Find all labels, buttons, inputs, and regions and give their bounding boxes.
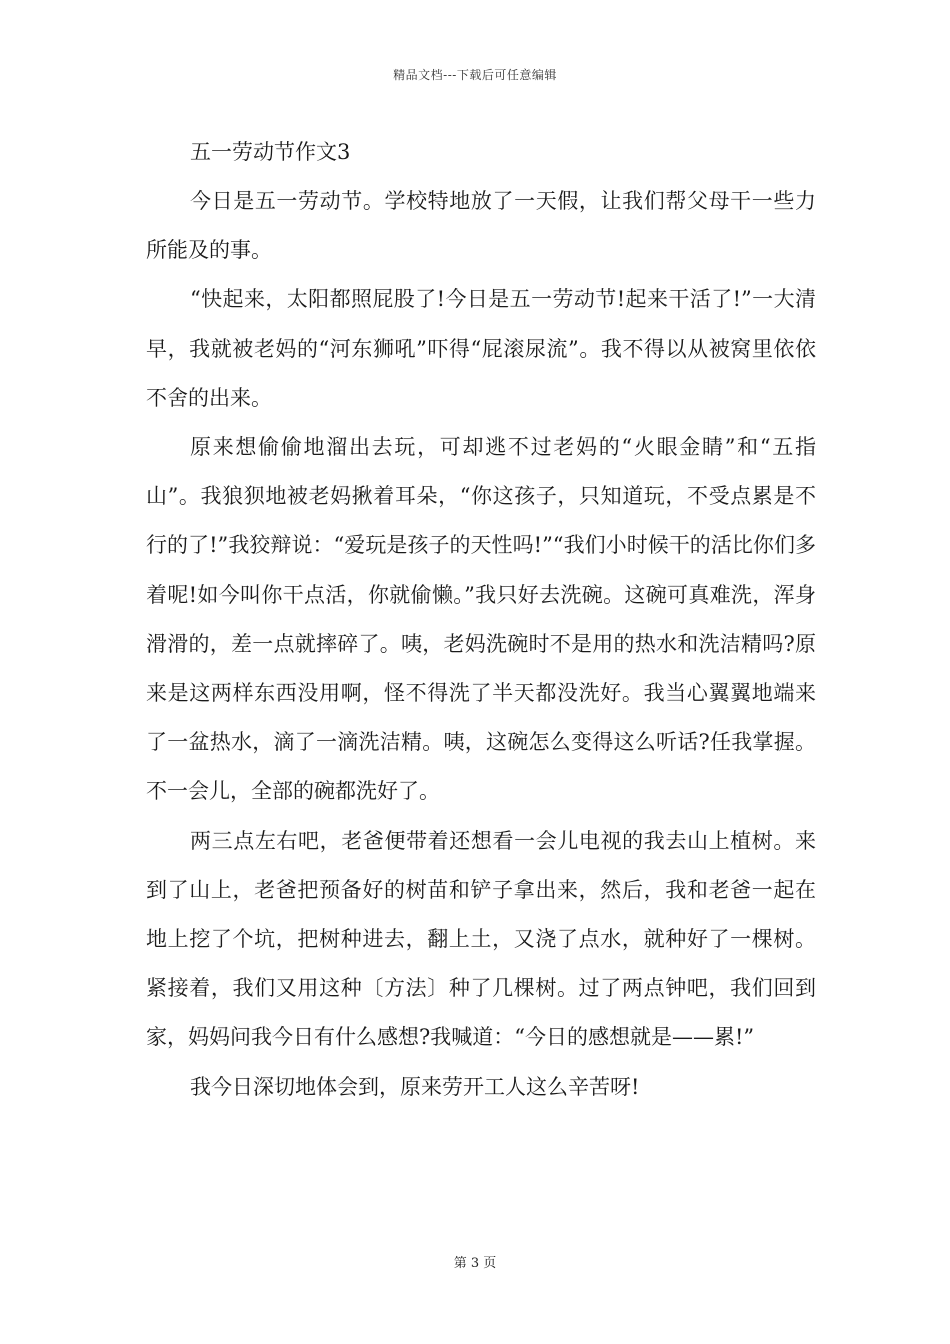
document-title: 五一劳动节作文3 <box>190 140 351 164</box>
paragraph-4: 两三点左右吧，老爸便带着还想看一会儿电视的我去山上植树。来到了山上，老爸把预备好的树苗和铲子拿出来，然后，我和老爸一起在地上挖了个坑，把树种进去，翻上土，又浇了点水，就种好了一棵树。紧接着，我们又用这种〔方法〕种了几棵树。过了两点钟吧，我们回到家，妈妈问我今日有什么感想?我喊道：“今日的感想就是——累!” <box>146 828 816 1050</box>
page-number: 第 3 页 <box>453 1256 497 1271</box>
paragraph-5: 我今日深切地体会到，原来劳开工人这么辛苦呀! <box>190 1074 640 1099</box>
document-body <box>146 128 816 1112</box>
paragraph-1: 今日是五一劳动节。学校特地放了一天假，让我们帮父母干一些力所能及的事。 <box>146 189 816 263</box>
page-header: 精品文档---下载后可任意编辑 <box>393 68 557 82</box>
paragraph-3: 原来想偷偷地溜出去玩，可却逃不过老妈的“火眼金睛”和“五指山”。我狼狈地被老妈揪着耳朵，“你这孩子，只知道玩，不受点累是不行的了!”我狡辩说：“爱玩是孩子的天性吗!”“我们小时候干的活比你们多着呢!如今叫你干点活，你就偷懒。”我只好去洗碗。这碗可真难洗，浑身滑滑的，差一点就摔碎了。咦，老妈洗碗时不是用的热水和洗洁精吗?原来是这两样东西没用啊，怪不得洗了半天都没洗好。我当心翼翼地端来了一盆热水，滴了一滴洗洁精。咦，这碗怎么变得这么听话?任我掌握。不一会儿，全部的碗都洗好了。 <box>146 435 816 804</box>
paragraph-2: “快起来，太阳都照屁股了!今日是五一劳动节!起来干活了!”一大清早，我就被老妈的“河东狮吼”吓得“屁滚尿流”。我不得以从被窝里依依不舍的出来。 <box>146 287 816 410</box>
